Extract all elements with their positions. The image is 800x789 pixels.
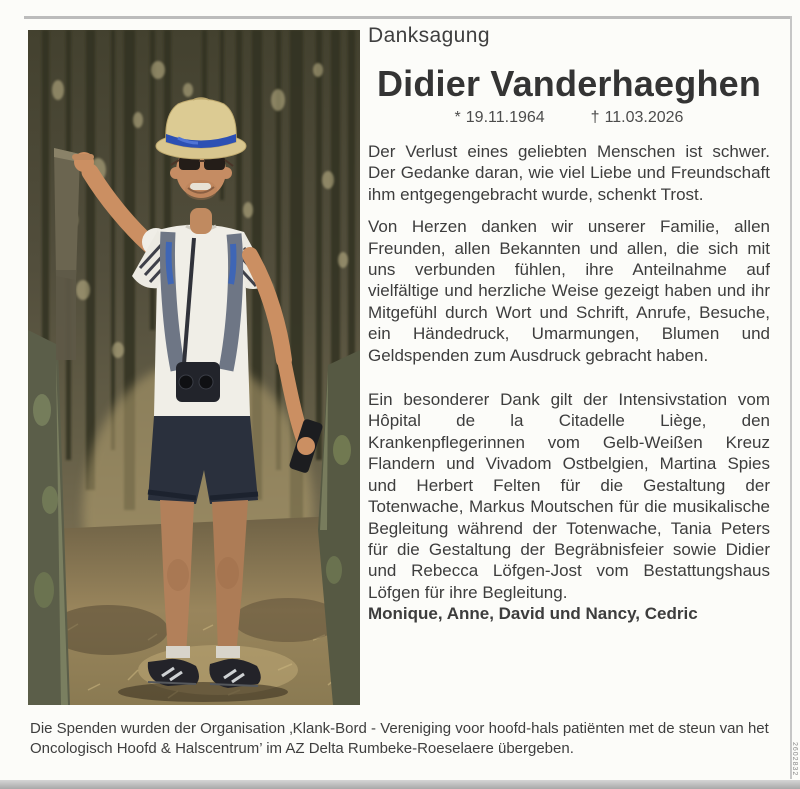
clipping-id-tag: 2602832 — [791, 741, 798, 776]
notice-kicker: Danksagung — [368, 24, 490, 47]
birth-death-dates — [368, 109, 770, 127]
clipping-bottom-edge — [0, 780, 800, 789]
body-paragraph-1: Der Verlust eines geliebten Menschen ist schwer. Der Gedanke daran, wie viel Liebe und Freundschaft ihm entgegengebracht wurde, schenkt Trost. — [368, 142, 770, 204]
clipping-right-edge — [790, 16, 792, 779]
birth-symbol: * — [454, 109, 461, 126]
body-paragraph-2: Von Herzen danken wir unserer Familie, allen Freunden, allen Bekannten und allen, die sich mit uns verbunden fühlen, ihre Anteilnahme auf vielfältige und herzliche Weise gezeigt haben und ihr Mitgefühl durch Wort und Schrift, Anrufe, Besuche, ein Händedruck, Umarmungen, Blumen und Geldspenden zum Ausdruck gebracht haben. — [368, 217, 770, 365]
deceased-name: Didier Vanderhaeghen — [376, 63, 762, 104]
death-symbol: † — [590, 109, 600, 126]
birth-date-value: 19.11.1964 — [465, 109, 545, 126]
body-paragraph-3: Ein besonderer Dank gilt der Intensivstation vom Hôpital de la Citadelle Liège, den Krankenpflegerinnen vom Gelb-Weißen Kreuz Flandern und Vivadom Ostbelgien, Martina Spies und Herbert Felten für die Gestaltung der Totenwache, Markus Moutschen für die musikalische Begleitung während der Totenwache, Tania Peters für die Gestaltung der Begräbnisfeier sowie Didier und Rebecca Löfgen-Jost vom Bestattungshaus Löfgen für ihre Begleitung. — [368, 390, 770, 602]
signature-line: Monique, Anne, David und Nancy, Cedric — [368, 604, 698, 624]
portrait-photo — [28, 30, 360, 705]
birth-date — [455, 109, 545, 127]
notice-column — [368, 24, 770, 625]
notice-body — [368, 141, 770, 625]
donation-footer: Die Spenden wurden der Organisation ‚Klank-Bord - Vereniging voor hoofd-hals patiënten met de steun van het Oncologisch Hoofd & Halscentrum’ im AZ Delta Rumbeke-Roeselaere übergeben. — [30, 720, 769, 757]
death-date — [591, 109, 684, 127]
clipping-top-edge — [24, 16, 791, 19]
death-date-value: 11.03.2026 — [604, 109, 684, 126]
